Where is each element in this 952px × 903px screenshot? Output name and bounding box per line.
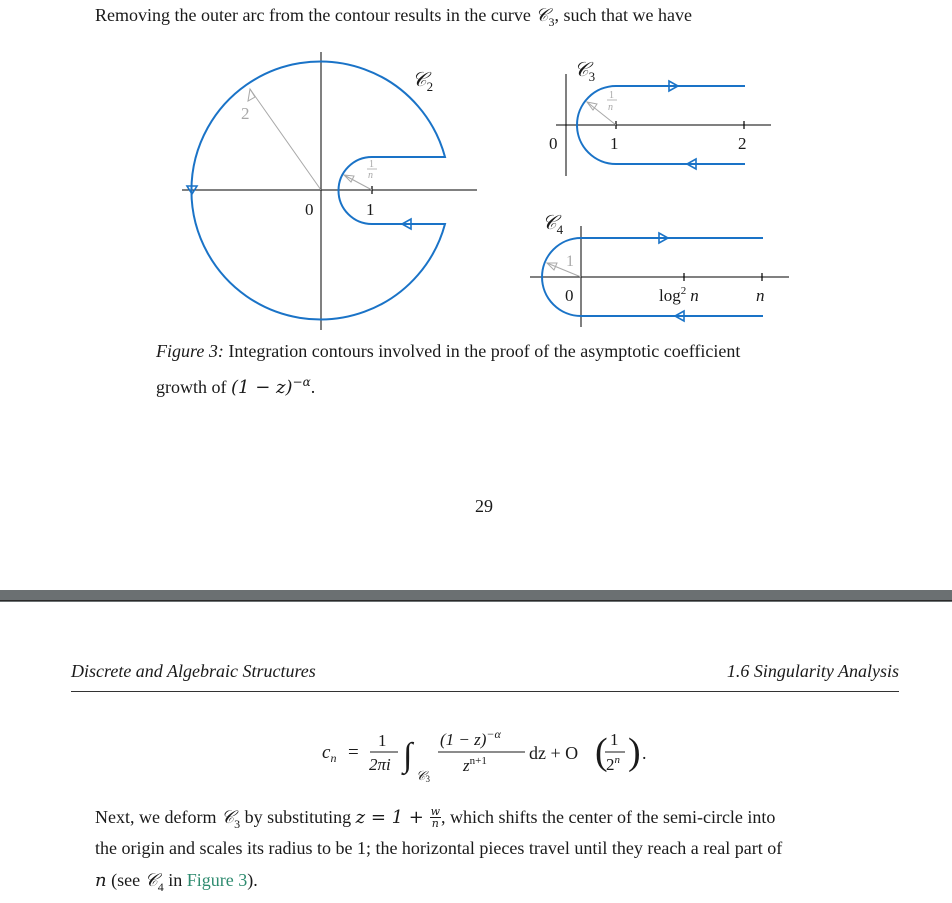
body-l3-b: (see — [106, 870, 145, 890]
c3-contour-diagram — [549, 59, 771, 176]
c3-origin-label: 0 — [549, 134, 558, 153]
body-l3-symbol: 𝒞 — [144, 870, 158, 891]
c4-contour-diagram — [530, 212, 789, 327]
body-l3-c: in — [163, 870, 187, 890]
header-rule — [71, 691, 899, 692]
left-small-radius-den: n — [368, 170, 373, 181]
eq-period: . — [642, 743, 647, 763]
body-l3-sub: 4 — [157, 880, 164, 894]
caption-math: (1 − z) — [231, 377, 293, 398]
left-small-radius-num: 1 — [369, 159, 374, 170]
c4-curve-label: 𝒞$_4$ — [542, 212, 564, 237]
left-radius-label: 2 — [241, 104, 250, 123]
display-equation — [300, 718, 660, 788]
caption-period: . — [310, 377, 316, 397]
c3-small-radius-den: n — [608, 102, 613, 113]
c3-curve-label: 𝒞$_3$ — [574, 59, 596, 84]
body-l1-c: , which shifts the center of the semi-circle into — [441, 807, 776, 827]
body-line-3 — [95, 865, 258, 903]
eq-int-subscript: 𝒞3 — [416, 768, 430, 784]
contour-figure — [0, 0, 952, 340]
eq-frac-den: 2πi — [369, 755, 391, 774]
eq-integral: ∫ — [403, 737, 413, 774]
eq-o-den: 2$^n$ — [606, 754, 620, 774]
body-l1-math: z = 1 + — [355, 807, 430, 828]
body-l1-fraction — [430, 806, 441, 829]
left-radius-line — [250, 89, 321, 190]
left-contour-diagram — [182, 52, 477, 330]
c4-tick-label-log: $\log^2 n$ — [659, 285, 699, 305]
left-tick-label-1: 1 — [366, 200, 375, 219]
curve-subscript: 3 — [548, 15, 555, 29]
page-separator-line — [0, 600, 952, 601]
figure-caption-line2 — [156, 367, 315, 403]
c3-tick-label-1: 1 — [610, 134, 619, 153]
page-number: 29 — [475, 496, 493, 516]
body-l3-d: ). — [247, 870, 258, 890]
eq-denominator: $z^{n+1}$ — [463, 755, 487, 775]
c4-tick-label-n: n — [756, 286, 765, 305]
eq-right-paren: ) — [628, 731, 641, 773]
body-l1-a: Next, we deform — [95, 807, 221, 827]
caption-line2-text: growth of — [156, 377, 231, 397]
left-small-radius-arrowhead — [344, 175, 354, 182]
left-radius-arrowhead — [248, 89, 255, 101]
running-header-right: 1.6 Singularity Analysis — [726, 661, 899, 681]
caption-exponent: −α — [292, 375, 311, 389]
eq-lhs: $c_n$ — [322, 742, 337, 765]
caption-label: Figure 3: — [156, 341, 224, 361]
body-l1-frac-num: w — [430, 805, 441, 818]
c3-tick-label-2: 2 — [738, 134, 747, 153]
eq-o-num: 1 — [610, 730, 619, 749]
c3-small-radius-num: 1 — [609, 90, 614, 101]
running-header-left: Discrete and Algebraic Structures — [71, 661, 316, 681]
body-l1-frac-den: n — [431, 817, 439, 830]
eq-frac-num: 1 — [378, 731, 387, 750]
body-l1-sub: 3 — [234, 817, 241, 831]
curve-symbol: 𝒞 — [535, 5, 549, 26]
eq-numerator: $(1 - z)^{-\alpha}$ — [440, 727, 501, 749]
body-l1-b: by substituting — [240, 807, 356, 827]
figure-caption-line1 — [156, 336, 740, 367]
figure-3-link[interactable]: Figure 3 — [186, 870, 248, 890]
body-line-2: the origin and scales its radius to be 1; the horizontal pieces travel until they reach a real part of — [95, 838, 783, 858]
c4-radius-label: 1 — [566, 253, 574, 270]
c4-origin-label: 0 — [565, 286, 574, 305]
intro-tail: , such that we have — [554, 5, 692, 25]
left-origin-label: 0 — [305, 200, 314, 219]
c4-radius-line — [547, 263, 581, 277]
eq-equals: = — [348, 742, 359, 763]
intro-lead: Removing the outer arc from the contour results in the curve — [95, 5, 536, 25]
caption-text: Integration contours involved in the proof of the asymptotic coefficient — [223, 341, 741, 361]
eq-left-paren: ( — [595, 731, 608, 773]
body-l3-n: n — [95, 870, 107, 891]
c4-radius-arrowhead — [547, 263, 557, 270]
left-curve-label: 𝒞$_2$ — [412, 69, 434, 94]
eq-dz-O: dz + O — [529, 743, 579, 763]
body-l1-symbol: 𝒞 — [220, 807, 235, 828]
